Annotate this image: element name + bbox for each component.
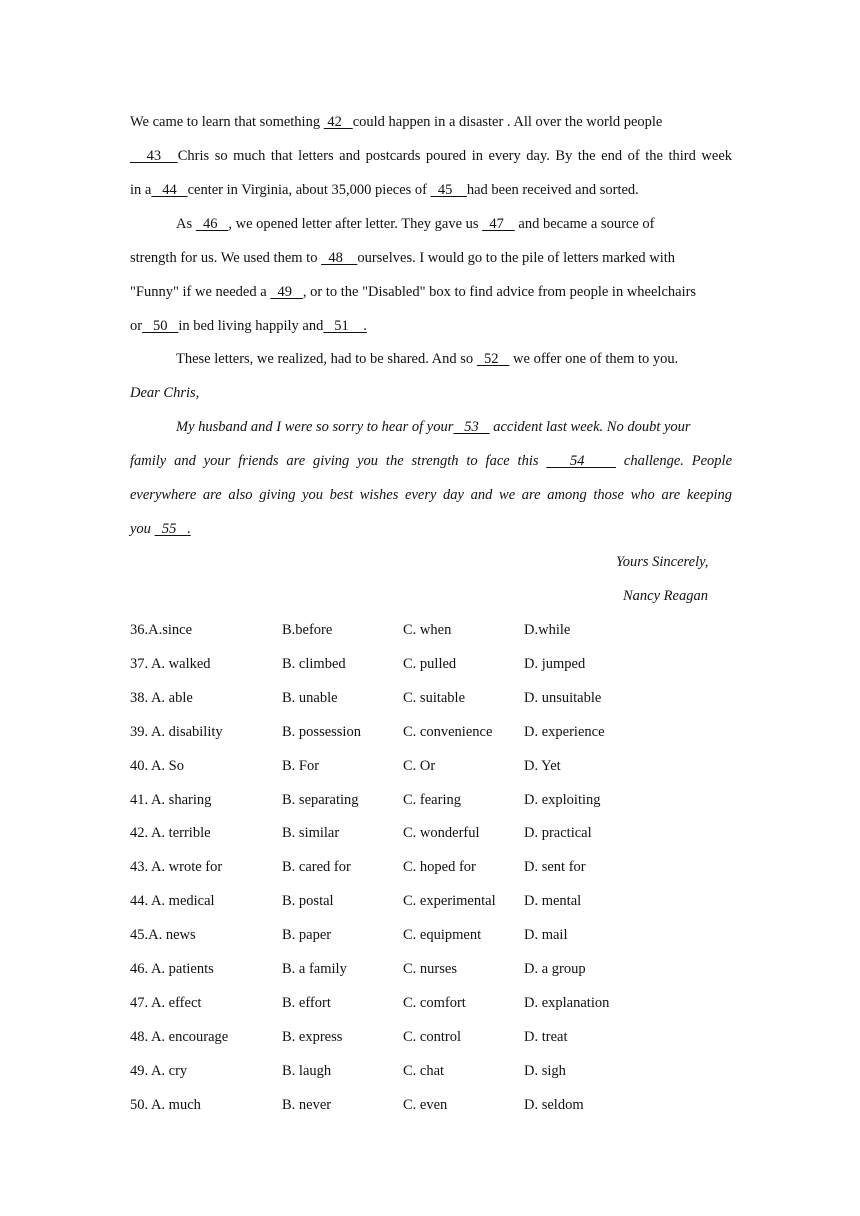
answer-option: D. explanation: [524, 994, 610, 1011]
answer-option: D. experience: [524, 723, 605, 740]
answer-option: B. separating: [282, 791, 359, 808]
passage-line: [176, 215, 732, 233]
answer-option: D.while: [524, 622, 571, 638]
text: family and your friends are giving you the strength to face this: [130, 453, 547, 469]
letter-line: [130, 486, 732, 504]
answer-option: D. practical: [524, 825, 592, 842]
text: We came to learn that something: [130, 114, 324, 130]
passage-line: [130, 249, 732, 267]
answer-option: C. even: [403, 1096, 448, 1113]
text: had been received and sorted.: [466, 182, 639, 198]
blank-48: 48: [321, 250, 358, 266]
blank-52: 52: [476, 351, 510, 367]
passage-line: [130, 317, 732, 335]
answer-option: D. seldom: [524, 1096, 584, 1113]
text: could happen in a disaster . All over the world people: [352, 114, 663, 130]
text: These letters, we realized, had to be shared. And so: [176, 351, 477, 367]
answer-option: B.before: [282, 622, 333, 638]
blank-45: 45: [430, 182, 467, 198]
text: Chris so much that letters and postcards poured in every day. By the end of the third week: [177, 148, 732, 164]
answer-option: B. never: [282, 1096, 332, 1113]
answer-option: C. equipment: [403, 927, 482, 944]
answer-option: D. mental: [524, 893, 582, 910]
letter-line: [130, 452, 732, 470]
answer-option: 47. A. effect: [130, 994, 202, 1011]
text: or: [130, 318, 143, 334]
answer-option: C. Or: [403, 757, 436, 774]
blank-43: 43: [130, 148, 178, 164]
answer-option: C. pulled: [403, 655, 457, 672]
answer-option: 37. A. walked: [130, 655, 211, 672]
answer-option: B. possession: [282, 723, 361, 740]
text: ourselves. I would go to the pile of letters marked with: [357, 250, 676, 266]
blank-42: 42: [323, 114, 353, 130]
blank-46: 46: [195, 216, 229, 232]
answer-option: B. postal: [282, 893, 334, 910]
passage-line: [130, 181, 732, 199]
blank-44: 44: [151, 182, 188, 198]
answer-option: C. comfort: [403, 994, 466, 1011]
blank-51: 51 .: [323, 318, 367, 334]
answer-option: D. exploiting: [524, 791, 601, 808]
text: in a: [130, 182, 152, 198]
answer-option: C. chat: [403, 1062, 445, 1079]
answer-option: C. when: [403, 622, 452, 638]
answer-option: C. suitable: [403, 689, 466, 706]
answer-option: B. similar: [282, 825, 340, 842]
answer-option: D. a group: [524, 961, 586, 977]
answer-option: 39. A. disability: [130, 723, 223, 740]
blank-50: 50: [142, 318, 179, 334]
text: "Funny" if we needed a: [130, 284, 271, 300]
text: As: [176, 216, 196, 232]
answer-option: C. experimental: [403, 893, 496, 910]
text: center in Virginia, about 35,000 pieces of: [187, 182, 431, 198]
answer-option: B. climbed: [282, 655, 346, 672]
text: , we opened letter after letter. They gave us: [228, 216, 483, 232]
letter-line: [130, 520, 732, 538]
text: you: [130, 521, 155, 537]
answer-option: D. jumped: [524, 655, 586, 672]
letter-closing: Yours Sincerely,: [616, 554, 709, 570]
passage-line: [130, 147, 732, 165]
blank-49: 49: [270, 284, 303, 300]
answer-option: C. fearing: [403, 791, 461, 808]
answer-option: 50. A. much: [130, 1096, 201, 1113]
answer-option: 38. A. able: [130, 689, 193, 706]
answer-option: 44. A. medical: [130, 893, 215, 910]
text: accident last week. No doubt your: [489, 419, 691, 435]
answer-option: D. Yet: [524, 757, 561, 774]
answer-option: C. nurses: [403, 961, 457, 977]
answer-option: 36.A.since: [130, 622, 193, 638]
answer-option: 45.A. news: [130, 927, 196, 944]
answer-option: D. sent for: [524, 859, 586, 876]
answer-option: 41. A. sharing: [130, 791, 212, 808]
text: , or to the "Disabled" box to find advice from people in wheelchairs: [302, 284, 697, 300]
answer-option: B. For: [282, 757, 320, 774]
answer-option: 43. A. wrote for: [130, 859, 223, 876]
text: My husband and I were so sorry to hear of your: [176, 419, 454, 435]
answer-option: 49. A. cry: [130, 1062, 188, 1079]
answer-option: D. unsuitable: [524, 689, 602, 706]
answer-option: D. mail: [524, 927, 568, 944]
text: strength for us. We used them to: [130, 250, 322, 266]
blank-53: 53: [453, 419, 490, 435]
answer-option: B. paper: [282, 927, 332, 944]
answer-option: B. a family: [282, 961, 347, 977]
answer-option: B. cared for: [282, 859, 351, 876]
answer-option: B. unable: [282, 689, 338, 706]
answer-option: 46. A. patients: [130, 961, 214, 977]
answer-option: D. sigh: [524, 1062, 566, 1079]
passage-line: [130, 113, 732, 131]
answer-option: B. laugh: [282, 1062, 332, 1079]
text: in bed living happily and: [178, 318, 324, 334]
blank-55: 55 .: [154, 521, 191, 537]
answer-option: C. control: [403, 1028, 461, 1045]
answer-option: C. convenience: [403, 723, 493, 740]
text: challenge. People: [616, 453, 733, 469]
answer-option: B. express: [282, 1028, 343, 1045]
answer-option: B. effort: [282, 994, 331, 1011]
answer-option: C. wonderful: [403, 825, 480, 842]
passage-line: [130, 283, 732, 301]
text: we offer one of them to you.: [509, 351, 679, 367]
passage-line: [176, 350, 732, 368]
letter-signature: Nancy Reagan: [623, 588, 708, 604]
answer-option: 48. A. encourage: [130, 1028, 229, 1045]
answer-option: C. hoped for: [403, 859, 476, 876]
text: and became a source of: [514, 216, 655, 232]
blank-47: 47: [482, 216, 515, 232]
answer-option: 40. A. So: [130, 757, 184, 774]
answer-option: 42. A. terrible: [130, 825, 211, 842]
text: everywhere are also giving you best wishes every day and we are among those who are keeping: [130, 487, 732, 503]
letter-greeting: Dear Chris,: [130, 385, 200, 401]
answer-option: D. treat: [524, 1028, 568, 1045]
letter-line: [176, 418, 732, 436]
blank-54: 54: [546, 453, 617, 469]
